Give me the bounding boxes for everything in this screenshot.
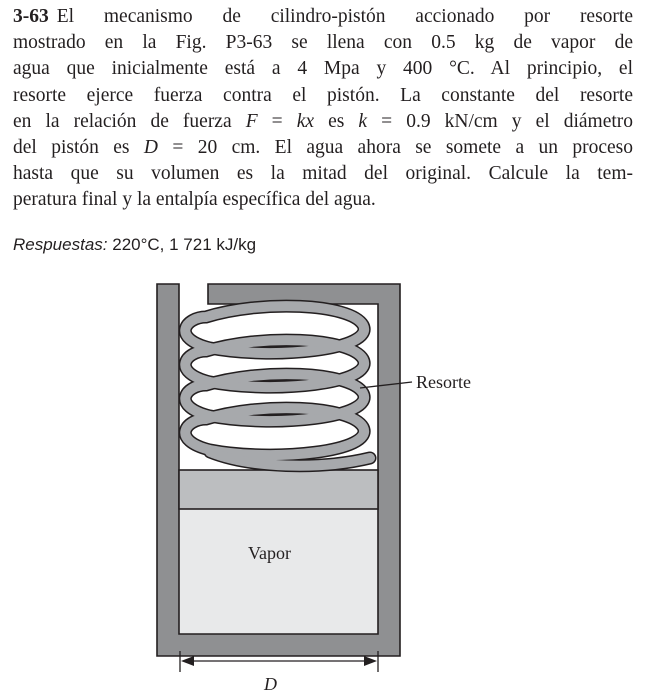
- answers-values: 220°C, 1 721 kJ/kg: [112, 235, 257, 254]
- problem-line-2: mostrado en la Fig. P3-63 se llena con 0.5 kg de vapor de: [13, 32, 633, 54]
- diameter-label: D: [264, 674, 277, 694]
- problem-line-4: resorte ejerce fuerza contra el pistón. La constante del resorte: [13, 84, 633, 106]
- problem-line-7: hasta que su volumen es la mitad del original. Calcule la tem-: [13, 163, 633, 185]
- spring: [185, 306, 370, 466]
- piston: [179, 470, 378, 509]
- problem-line-5: en la relación de fuerza F = kx es k = 0.9 kN/cm y el diámetro: [13, 110, 634, 132]
- problem-number: 3-63: [13, 6, 49, 27]
- problem-line-3: agua que inicialmente está a 4 Mpa y 400 °C. Al principio, el: [13, 58, 633, 80]
- vapor-region: [179, 509, 378, 634]
- vapor-label: Vapor: [248, 543, 291, 563]
- problem-line-8: peratura final y la entalpía específica del agua.: [13, 189, 376, 211]
- problem-line-6: del pistón es D = 20 cm. El agua ahora se somete a un proceso: [13, 137, 633, 159]
- problem-line-1: 3-63 El mecanismo de cilindro-pistón accionado por resorte: [13, 6, 633, 27]
- answers-label: Respuestas:: [13, 235, 108, 254]
- spring-label: Resorte: [416, 372, 471, 392]
